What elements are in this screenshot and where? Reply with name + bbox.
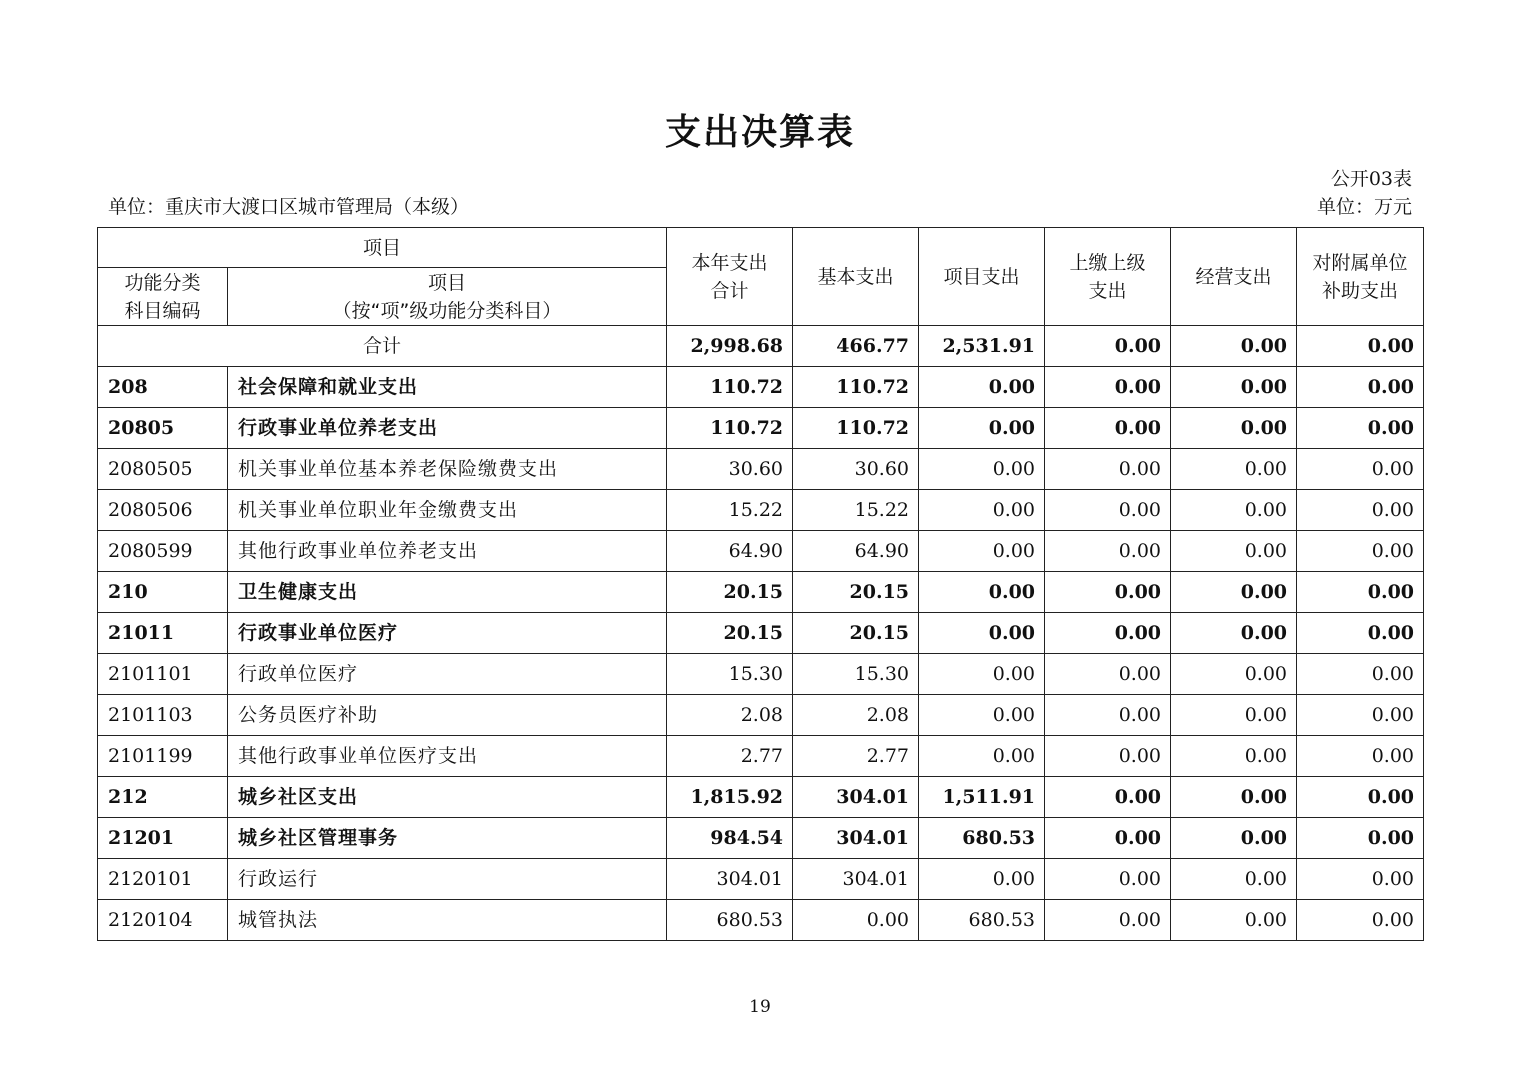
row-value: 64.90	[793, 531, 919, 572]
row-value: 0.00	[1171, 777, 1297, 818]
row-code: 2101103	[98, 695, 228, 736]
row-value: 0.00	[1045, 613, 1171, 654]
row-value: 0.00	[1045, 572, 1171, 613]
header-project: 项目支出	[919, 228, 1045, 326]
row-code: 208	[98, 367, 228, 408]
total-cell: 2,998.68	[667, 326, 793, 367]
row-value: 0.00	[1297, 859, 1424, 900]
total-cell: 0.00	[1297, 326, 1424, 367]
row-value: 0.00	[1297, 367, 1424, 408]
header-subsidy-line1: 对附属单位	[1312, 251, 1408, 274]
row-value: 0.00	[1297, 818, 1424, 859]
row-value: 0.00	[1045, 490, 1171, 531]
row-name: 行政运行	[228, 859, 667, 900]
row-value: 110.72	[793, 408, 919, 449]
table-row	[98, 613, 1424, 654]
row-value: 0.00	[1171, 367, 1297, 408]
row-value: 0.00	[1045, 408, 1171, 449]
row-value: 0.00	[1045, 654, 1171, 695]
row-value: 0.00	[1045, 449, 1171, 490]
row-code: 20805	[98, 408, 228, 449]
row-value: 15.22	[793, 490, 919, 531]
row-value: 0.00	[919, 654, 1045, 695]
row-value: 20.15	[793, 572, 919, 613]
row-value: 0.00	[1171, 818, 1297, 859]
row-value: 15.30	[793, 654, 919, 695]
row-value: 680.53	[919, 818, 1045, 859]
row-value: 0.00	[1045, 695, 1171, 736]
row-value: 0.00	[1045, 531, 1171, 572]
row-value: 0.00	[1297, 695, 1424, 736]
row-value: 0.00	[1171, 490, 1297, 531]
header-name-line1: 项目	[428, 271, 467, 294]
row-value: 20.15	[793, 613, 919, 654]
header-basic: 基本支出	[793, 228, 919, 326]
row-value: 984.54	[667, 818, 793, 859]
form-code: 公开03表	[1330, 168, 1412, 190]
row-value: 2.77	[667, 736, 793, 777]
row-value: 30.60	[667, 449, 793, 490]
header-code-line2: 科目编码	[124, 299, 201, 322]
row-code: 21201	[98, 818, 228, 859]
row-value: 0.00	[1045, 859, 1171, 900]
row-value: 0.00	[1171, 531, 1297, 572]
row-code: 2101199	[98, 736, 228, 777]
expenditure-table	[97, 227, 1424, 941]
row-name: 机关事业单位职业年金缴费支出	[228, 490, 667, 531]
header-operating: 经营支出	[1171, 228, 1297, 326]
row-name: 其他行政事业单位医疗支出	[228, 736, 667, 777]
row-code: 2101101	[98, 654, 228, 695]
row-value: 0.00	[919, 490, 1045, 531]
header-name-line2: （按“项”级功能分类科目）	[332, 299, 562, 322]
row-value: 0.00	[1171, 613, 1297, 654]
row-value: 1,511.91	[919, 777, 1045, 818]
table-row	[98, 531, 1424, 572]
table-row	[98, 408, 1424, 449]
total-label: 合计	[98, 326, 667, 367]
page-number: 19	[749, 997, 771, 1017]
row-value: 0.00	[1045, 736, 1171, 777]
currency-unit: 单位：万元	[1316, 196, 1412, 218]
table-row	[98, 572, 1424, 613]
row-value: 0.00	[1297, 572, 1424, 613]
row-value: 0.00	[919, 531, 1045, 572]
row-value: 20.15	[667, 572, 793, 613]
row-name: 卫生健康支出	[228, 572, 667, 613]
row-value: 304.01	[667, 859, 793, 900]
row-code: 210	[98, 572, 228, 613]
row-value: 0.00	[1171, 736, 1297, 777]
row-value: 110.72	[667, 367, 793, 408]
row-value: 0.00	[1297, 408, 1424, 449]
row-value: 304.01	[793, 818, 919, 859]
row-value: 0.00	[1297, 531, 1424, 572]
row-value: 0.00	[1297, 736, 1424, 777]
row-value: 20.15	[667, 613, 793, 654]
row-name: 城乡社区管理事务	[228, 818, 667, 859]
header-upper	[1045, 228, 1171, 326]
row-name: 社会保障和就业支出	[228, 367, 667, 408]
row-value: 0.00	[919, 613, 1045, 654]
row-name: 其他行政事业单位养老支出	[228, 531, 667, 572]
row-code: 212	[98, 777, 228, 818]
row-value: 304.01	[793, 859, 919, 900]
row-name: 机关事业单位基本养老保险缴费支出	[228, 449, 667, 490]
table-row	[98, 695, 1424, 736]
header-upper-line2: 支出	[1088, 279, 1127, 302]
row-value: 110.72	[667, 408, 793, 449]
total-row	[98, 326, 1424, 367]
row-value: 0.00	[1297, 777, 1424, 818]
row-name: 城乡社区支出	[228, 777, 667, 818]
total-cell: 0.00	[1171, 326, 1297, 367]
row-value: 0.00	[1171, 408, 1297, 449]
row-value: 0.00	[1171, 572, 1297, 613]
row-value: 0.00	[919, 736, 1045, 777]
row-value: 0.00	[1297, 449, 1424, 490]
row-value: 2.08	[793, 695, 919, 736]
row-value: 1,815.92	[667, 777, 793, 818]
total-cell: 2,531.91	[919, 326, 1045, 367]
row-value: 0.00	[919, 572, 1045, 613]
row-value: 0.00	[1297, 490, 1424, 531]
row-code: 2080599	[98, 531, 228, 572]
row-value: 0.00	[1171, 449, 1297, 490]
row-value: 0.00	[1297, 900, 1424, 941]
row-code: 2120101	[98, 859, 228, 900]
row-value: 0.00	[793, 900, 919, 941]
row-value: 304.01	[793, 777, 919, 818]
row-value: 15.30	[667, 654, 793, 695]
header-code	[98, 268, 228, 326]
reporting-unit: 单位：重庆市大渡口区城市管理局（本级）	[108, 196, 470, 218]
row-value: 0.00	[1171, 859, 1297, 900]
table-row	[98, 818, 1424, 859]
row-value: 0.00	[1045, 900, 1171, 941]
header-subsidy-line2: 补助支出	[1322, 279, 1399, 302]
row-value: 0.00	[919, 449, 1045, 490]
header-upper-line1: 上缴上级	[1069, 251, 1146, 274]
table-row	[98, 449, 1424, 490]
row-value: 15.22	[667, 490, 793, 531]
table-row	[98, 654, 1424, 695]
row-value: 2.77	[793, 736, 919, 777]
row-value: 680.53	[919, 900, 1045, 941]
page-title: 支出决算表	[664, 112, 855, 153]
row-name: 公务员医疗补助	[228, 695, 667, 736]
row-value: 2.08	[667, 695, 793, 736]
table-row	[98, 859, 1424, 900]
header-total	[667, 228, 793, 326]
row-value: 0.00	[1045, 777, 1171, 818]
table-row	[98, 490, 1424, 531]
row-value: 0.00	[919, 859, 1045, 900]
header-total-line2: 合计	[710, 279, 749, 302]
row-value: 0.00	[1297, 654, 1424, 695]
row-code: 2080506	[98, 490, 228, 531]
row-value: 0.00	[919, 367, 1045, 408]
row-value: 64.90	[667, 531, 793, 572]
row-value: 0.00	[1045, 818, 1171, 859]
total-cell: 0.00	[1045, 326, 1171, 367]
header-code-line1: 功能分类	[124, 271, 201, 294]
row-value: 30.60	[793, 449, 919, 490]
row-name: 行政事业单位养老支出	[228, 408, 667, 449]
row-value: 0.00	[1171, 900, 1297, 941]
row-value: 110.72	[793, 367, 919, 408]
header-subsidy	[1297, 228, 1424, 326]
table-row	[98, 736, 1424, 777]
row-name: 行政事业单位医疗	[228, 613, 667, 654]
row-value: 0.00	[1171, 654, 1297, 695]
total-cell: 466.77	[793, 326, 919, 367]
row-value: 0.00	[1297, 613, 1424, 654]
header-name	[228, 268, 667, 326]
header-item-group: 项目	[98, 228, 667, 268]
table-row	[98, 777, 1424, 818]
row-value: 0.00	[919, 408, 1045, 449]
row-value: 680.53	[667, 900, 793, 941]
header-total-line1: 本年支出	[691, 251, 768, 274]
table-row	[98, 367, 1424, 408]
row-code: 21011	[98, 613, 228, 654]
row-code: 2120104	[98, 900, 228, 941]
table-row	[98, 900, 1424, 941]
row-value: 0.00	[919, 695, 1045, 736]
row-name: 行政单位医疗	[228, 654, 667, 695]
row-value: 0.00	[1171, 695, 1297, 736]
row-code: 2080505	[98, 449, 228, 490]
row-name: 城管执法	[228, 900, 667, 941]
row-value: 0.00	[1045, 367, 1171, 408]
